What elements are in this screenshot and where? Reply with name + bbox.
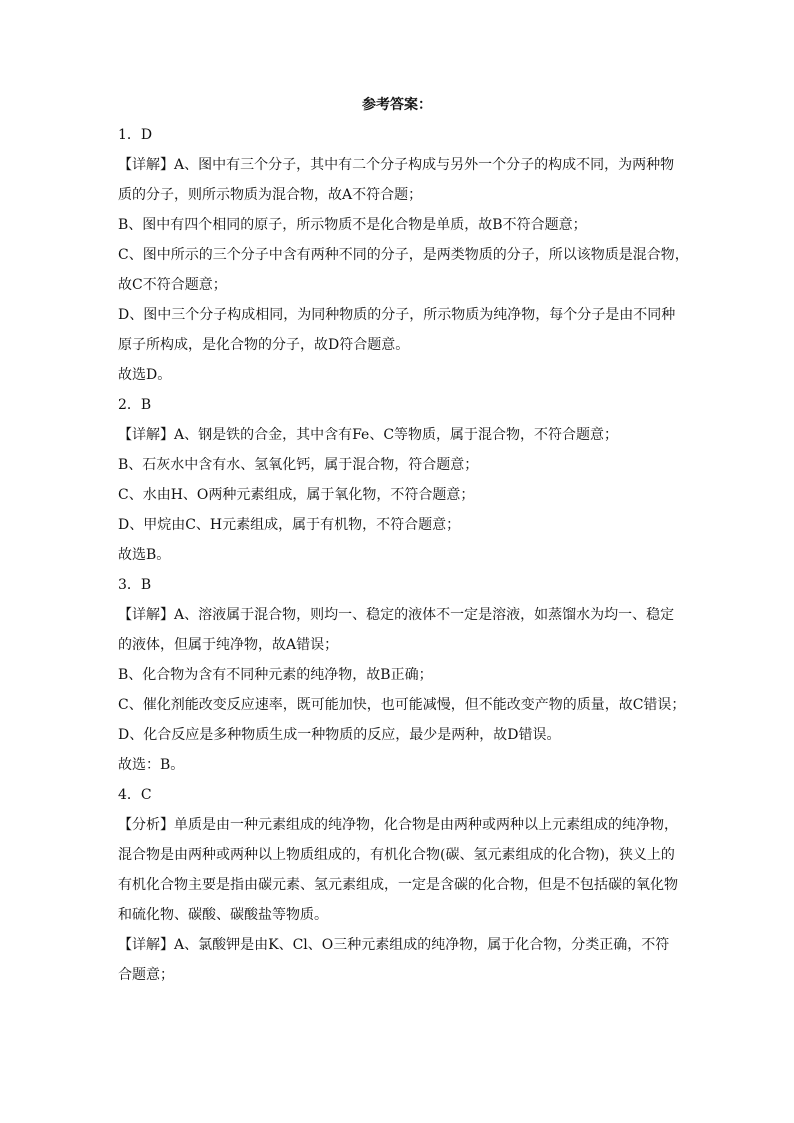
text-line: 故选B。 xyxy=(118,547,171,563)
page-title: 参考答案： xyxy=(362,97,432,113)
text-line: C、图中所示的三个分子中含有两种不同的分子，是两类物质的分子，所以该物质是混合物， xyxy=(118,247,689,263)
text-line: 故C不符合题意； xyxy=(118,277,227,293)
text-line: 【分析】单质是由一种元素组成的纯净物，化合物是由两种或两种以上元素组成的纯净物， xyxy=(118,817,678,833)
text-line: D、甲烷由C、H元素组成，属于有机物，不符合题意； xyxy=(118,517,461,533)
text-line: B、化合物为含有不同种元素的纯净物，故B正确； xyxy=(118,667,433,683)
text-line: 混合物是由两种或两种以上物质组成的，有机化合物(碳、氢元素组成的化合物)，狭义上的 xyxy=(118,847,675,863)
text-line: 故选D。 xyxy=(118,367,172,383)
text-line: 【详解】A、图中有三个分子，其中有二个分子构成与另外一个分子的构成不同，为两种物 xyxy=(118,157,675,173)
text-line: 的液体，但属于纯净物，故A错误； xyxy=(118,637,339,653)
text-line: 3．B xyxy=(118,577,152,593)
text-line: 质的分子，则所示物质为混合物，故A不符合题； xyxy=(118,187,423,203)
text-line: 故选：B。 xyxy=(118,757,185,773)
text-line: 【详解】A、钢是铁的合金，其中含有Fe、C等物质，属于混合物，不符合题意； xyxy=(118,427,619,443)
text-line: 有机化合物主要是指由碳元素、氢元素组成，一定是含碳的化合物，但是不包括碳的氧化物 xyxy=(118,877,678,893)
text-line: 原子所构成，是化合物的分子，故D符合题意。 xyxy=(118,337,410,353)
text-line: C、水由H、O两种元素组成，属于氧化物，不符合题意； xyxy=(118,487,475,503)
text-line: 4．C xyxy=(118,787,152,803)
text-line: B、石灰水中含有水、氢氧化钙，属于混合物，符合题意； xyxy=(118,457,479,473)
text-line: D、化合反应是多种物质生成一种物质的反应，最少是两种，故D错误。 xyxy=(118,727,561,743)
text-line: D、图中三个分子构成相同，为同种物质的分子，所示物质为纯净物，每个分子是由不同种 xyxy=(118,307,676,323)
text-line: 【详解】A、氯酸钾是由K、Cl、O三种元素组成的纯净物，属于化合物，分类正确，不符 xyxy=(118,937,670,953)
text-line: 合题意； xyxy=(118,967,174,983)
text-line: C、催化剂能改变反应速率，既可能加快，也可能减慢，但不能改变产物的质量，故C错误； xyxy=(118,697,686,713)
text-line: 【详解】A、溶液属于混合物，则均一、稳定的液体不一定是溶液，如蒸馏水为均一、稳定 xyxy=(118,607,675,623)
answer-body xyxy=(118,125,689,985)
text-line: B、图中有四个相同的原子，所示物质不是化合物是单质，故B不符合题意； xyxy=(118,217,587,233)
text-line: 和硫化物、碳酸、碳酸盐等物质。 xyxy=(118,907,328,923)
text-line: 2．B xyxy=(118,397,152,413)
text-line: 1．D xyxy=(118,127,153,143)
